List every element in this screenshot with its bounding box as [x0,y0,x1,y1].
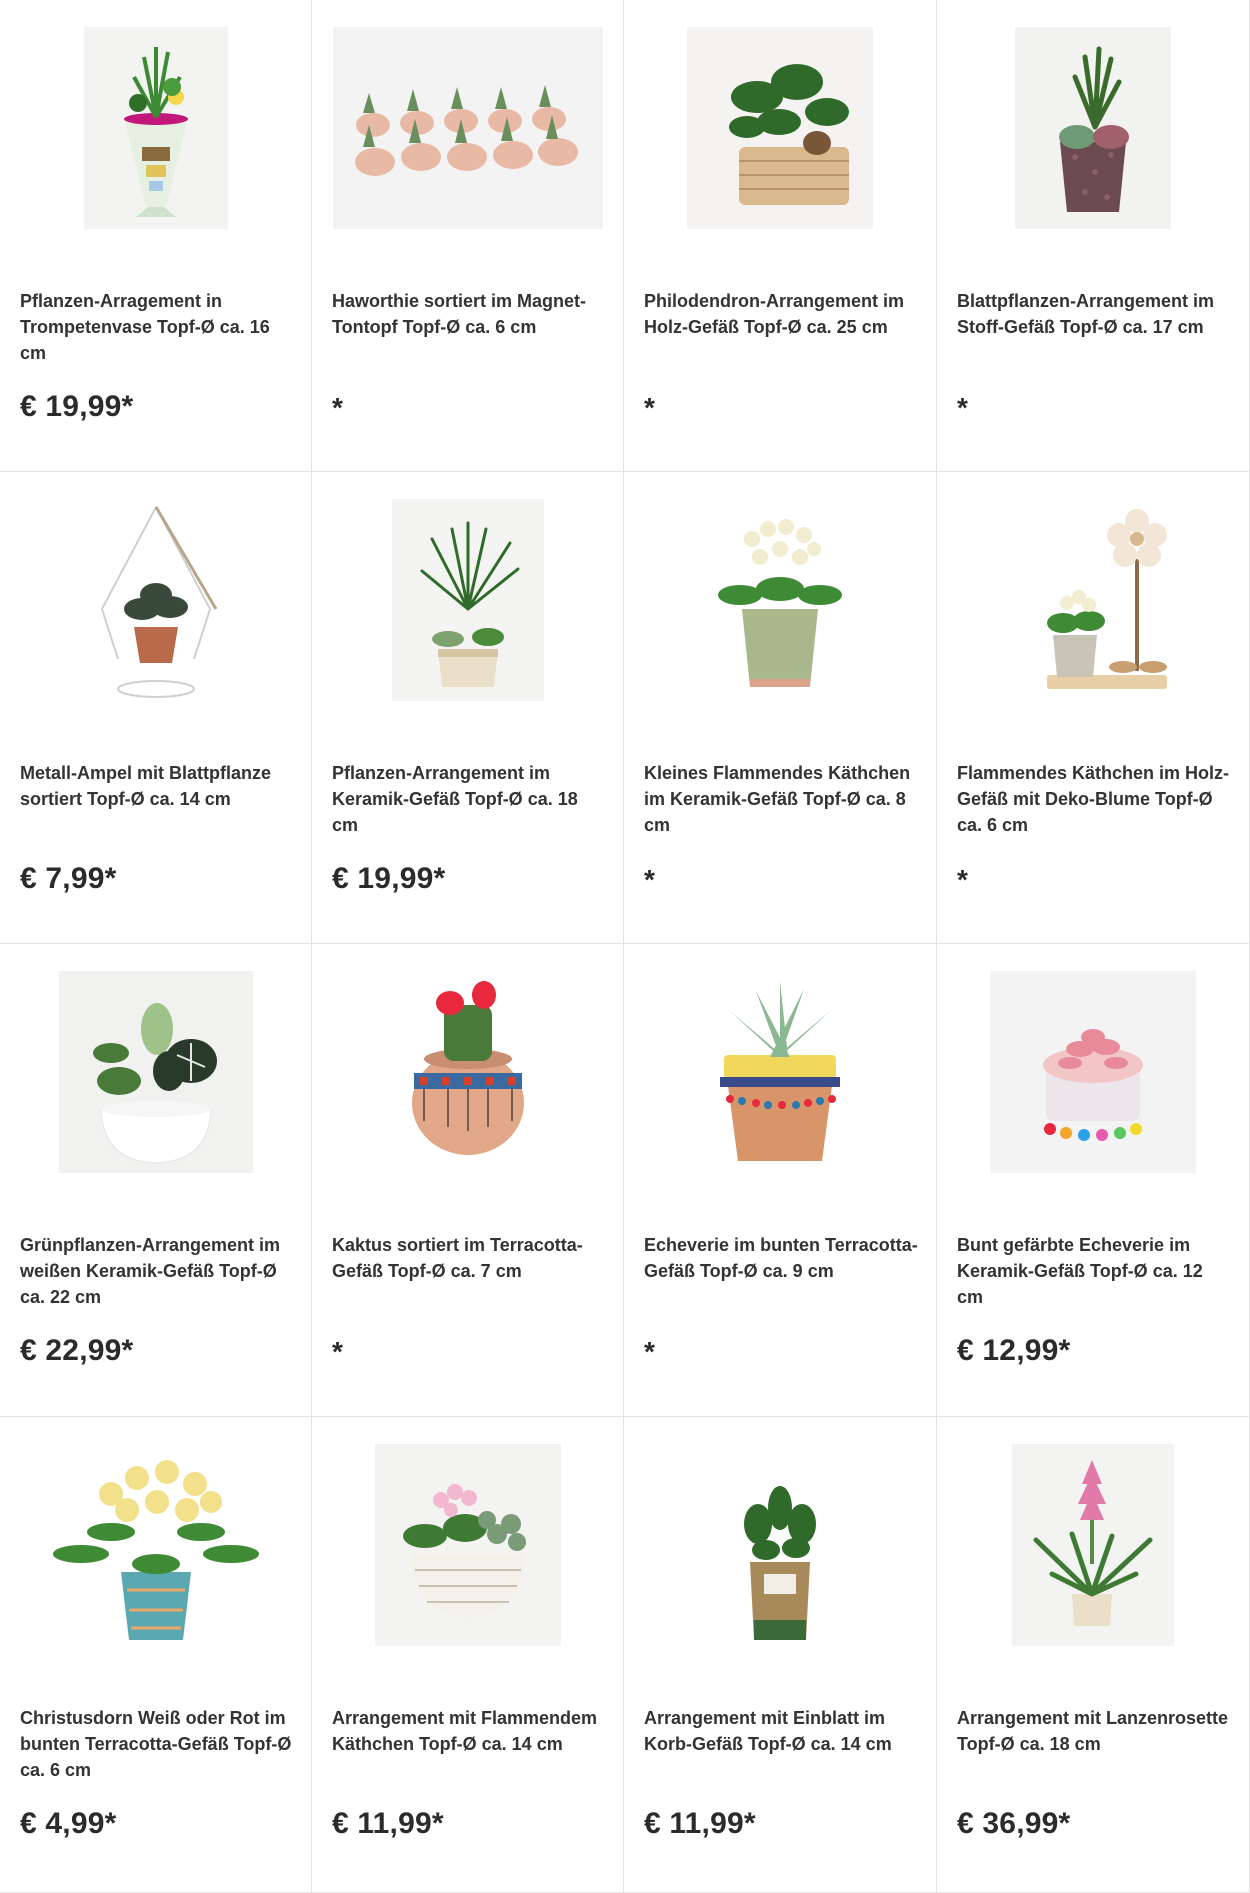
cactus-terracotta-illustration [398,971,538,1173]
product-card[interactable] [624,944,937,1417]
haworthia-tray-illustration [333,27,603,229]
product-card[interactable] [312,1417,624,1893]
metal-hanger-illustration [84,499,228,701]
product-image[interactable] [333,27,603,229]
product-image-frame [0,498,311,702]
product-price: * [957,864,969,895]
product-image-frame [312,1443,623,1647]
product-card[interactable] [937,1417,1250,1893]
product-image[interactable] [84,499,228,701]
product-image-frame [624,970,936,1174]
product-image-frame [0,1443,311,1647]
product-image[interactable] [375,1444,561,1646]
product-image-frame [624,498,936,702]
product-card[interactable] [0,472,312,944]
product-title[interactable]: Pflanzen-Arragement in Trompetenvase Topf-Ø ca. 16 cm [20,291,270,363]
product-title[interactable]: Arrangement mit Flammendem Käthchen Topf-Ø ca. 14 cm [332,1708,598,1754]
product-price: € 36,99* [957,1807,1071,1840]
product-title[interactable]: Blattpflanzen-Arrangement im Stoff-Gefäß Topf-Ø ca. 17 cm [957,291,1215,337]
kalanchoe-green-pot-illustration [700,499,860,701]
product-title[interactable]: Arrangement mit Einblatt im Korb-Gefäß Topf-Ø ca. 14 cm [644,1708,892,1754]
product-price: * [332,1336,344,1367]
product-card[interactable] [312,944,624,1417]
product-title[interactable]: Grünpflanzen-Arrangement im weißen Keramik-Gefäß Topf-Ø ca. 22 cm [20,1235,281,1307]
product-image-frame [937,970,1249,1174]
product-image[interactable] [687,27,873,229]
product-price: € 7,99* [20,862,117,895]
product-image-frame [0,26,311,230]
product-card[interactable] [312,0,624,472]
product-image-frame [312,970,623,1174]
product-image[interactable] [1012,1444,1174,1646]
product-title[interactable]: Bunt gefärbte Echeverie im Keramik-Gefäß Topf-Ø ca. 12 cm [957,1235,1203,1307]
product-price: € 22,99* [20,1334,134,1367]
trumpet-vase-illustration [84,27,228,229]
product-price: * [644,1336,656,1367]
product-image-frame [937,26,1249,230]
product-image[interactable] [59,971,253,1173]
ceramic-arrangement-illustration [392,499,544,701]
euphorbia-milii-illustration [51,1444,261,1646]
peace-lily-basket-illustration [730,1444,830,1646]
product-title[interactable]: Flammendes Käthchen im Holz-Gefäß mit Deko-Blume Topf-Ø ca. 6 cm [957,763,1230,835]
product-price: € 12,99* [957,1334,1071,1367]
product-card[interactable] [312,472,624,944]
product-image[interactable] [398,971,538,1173]
product-image-frame [312,26,623,230]
product-title[interactable]: Arrangement mit Lanzenrosette Topf-Ø ca. 18 cm [957,1708,1229,1754]
product-card[interactable] [0,0,312,472]
product-price: * [332,392,344,423]
foliage-fabric-pot-illustration [1015,27,1171,229]
product-image[interactable] [700,971,860,1173]
product-title[interactable]: Echeverie im bunten Terracotta-Gefäß Topf-Ø ca. 9 cm [644,1235,918,1281]
product-price: € 19,99* [20,390,134,423]
product-image[interactable] [392,499,544,701]
product-image-frame [624,26,936,230]
product-image[interactable] [84,27,228,229]
product-card[interactable] [937,944,1250,1417]
product-title[interactable]: Haworthie sortiert im Magnet-Tontopf Topf-Ø ca. 6 cm [332,291,587,337]
philodendron-wood-illustration [687,27,873,229]
product-card[interactable] [0,944,312,1417]
product-image[interactable] [990,971,1196,1173]
product-image[interactable] [1013,499,1173,701]
product-price: € 11,99* [644,1807,756,1840]
product-title[interactable]: Kaktus sortiert im Terracotta-Gefäß Topf-Ø ca. 7 cm [332,1235,583,1281]
product-image[interactable] [1015,27,1171,229]
product-title[interactable]: Metall-Ampel mit Blattpflanze sortiert Topf-Ø ca. 14 cm [20,763,272,809]
dyed-echeveria-illustration [990,971,1196,1173]
product-image[interactable] [700,499,860,701]
product-image-frame [624,1443,936,1647]
product-image-frame [312,498,623,702]
product-price: € 11,99* [332,1807,444,1840]
product-price: * [957,392,969,423]
product-image-frame [0,970,311,1174]
product-title[interactable]: Philodendron-Arrangement im Holz-Gefäß Topf-Ø ca. 25 cm [644,291,905,337]
product-image-frame [937,498,1249,702]
product-image-frame [937,1443,1249,1647]
bromeliad-arrangement-illustration [1012,1444,1174,1646]
product-title[interactable]: Pflanzen-Arrangement im Keramik-Gefäß Topf-Ø ca. 18 cm [332,763,578,835]
product-price: € 19,99* [332,862,446,895]
product-image[interactable] [730,1444,830,1646]
echeveria-colorful-illustration [700,971,860,1173]
product-card[interactable] [0,1417,312,1893]
product-card[interactable] [937,472,1250,944]
product-title[interactable]: Kleines Flammendes Käthchen im Keramik-Gefäß Topf-Ø ca. 8 cm [644,763,911,835]
product-title[interactable]: Christusdorn Weiß oder Rot im bunten Terracotta-Gefäß Topf-Ø ca. 6 cm [20,1708,292,1780]
product-card[interactable] [624,0,937,472]
kalanchoe-arrangement-illustration [375,1444,561,1646]
product-image[interactable] [51,1444,261,1646]
product-card[interactable] [937,0,1250,472]
green-white-bowl-illustration [59,971,253,1173]
product-price: * [644,864,656,895]
product-card[interactable] [624,1417,937,1893]
kalanchoe-deco-flower-illustration [1013,499,1173,701]
product-price: * [644,392,656,423]
product-price: € 4,99* [20,1807,117,1840]
product-card[interactable] [624,472,937,944]
